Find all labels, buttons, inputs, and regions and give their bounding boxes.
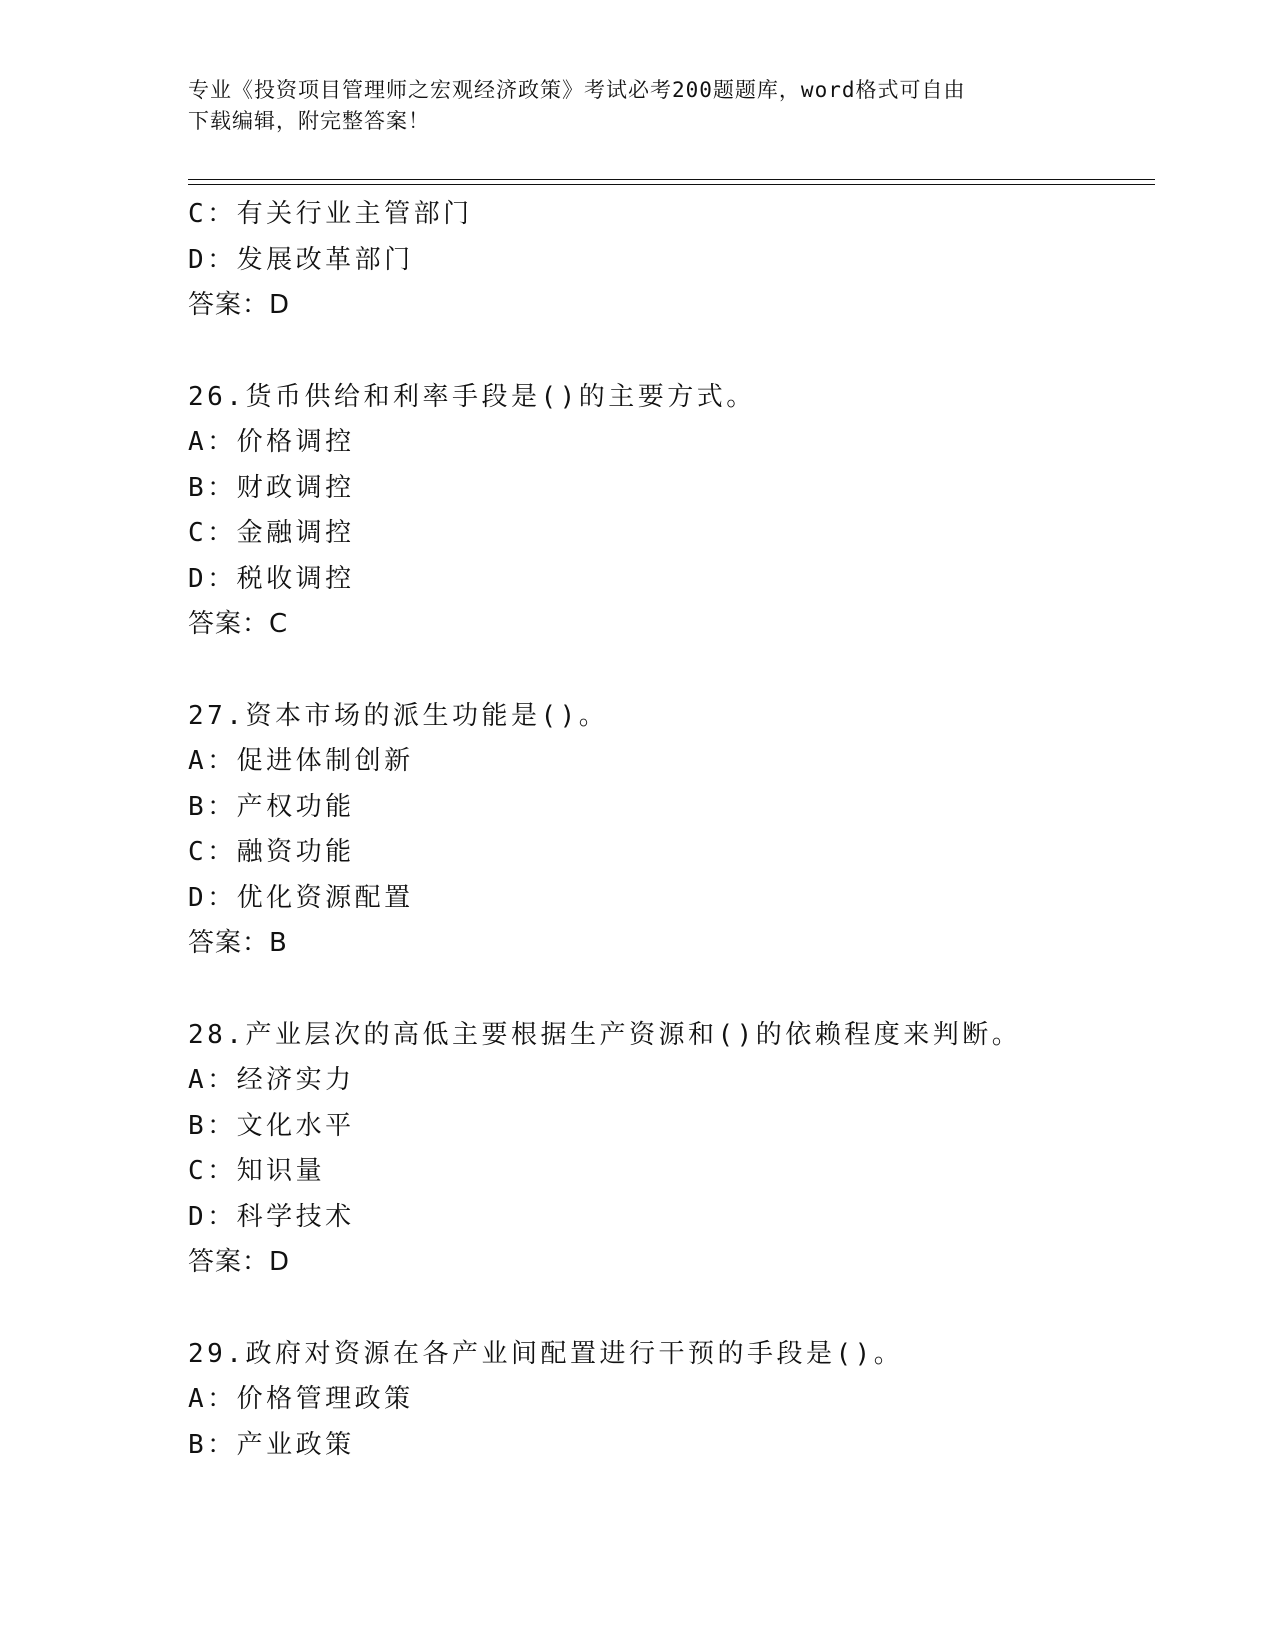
option-a: A：经济实力 [188, 1065, 355, 1095]
question-content [188, 192, 1188, 1468]
option-d: D：科学技术 [188, 1201, 355, 1232]
option-d: D：发展改革部门 [188, 244, 414, 275]
question-stem: 28.产业层次的高低主要根据生产资源和()的依赖程度来判断。 [188, 1019, 1022, 1050]
option-c: C：知识量 [188, 1156, 326, 1186]
option-b: B：产业政策 [188, 1429, 355, 1460]
spacer [188, 648, 1188, 694]
answer-line: 答案：C [188, 609, 289, 639]
option-a: A：促进体制创新 [188, 746, 414, 776]
option-b: B：产权功能 [188, 791, 355, 822]
answer-line: 答案：B [188, 928, 288, 958]
header-divider-bottom [188, 184, 1155, 185]
option-a: A：价格管理政策 [188, 1384, 414, 1414]
answer-line: 答案：D [188, 1247, 291, 1277]
option-d: D：税收调控 [188, 563, 355, 594]
option-b: B：文化水平 [188, 1110, 355, 1141]
option-c: C：有关行业主管部门 [188, 199, 473, 229]
option-a: A：价格调控 [188, 427, 355, 457]
question-stem: 26.货币供给和利率手段是()的主要方式。 [188, 381, 756, 412]
option-c: C：金融调控 [188, 518, 355, 548]
header-divider-top [188, 179, 1155, 180]
spacer [188, 329, 1188, 375]
document-header [188, 75, 1088, 137]
question-stem: 27.资本市场的派生功能是()。 [188, 700, 609, 731]
answer-line: 答案：D [188, 290, 291, 320]
option-b: B：财政调控 [188, 472, 355, 503]
spacer [188, 967, 1188, 1013]
spacer [188, 1286, 1188, 1332]
question-stem: 29.政府对资源在各产业间配置进行干预的手段是()。 [188, 1338, 904, 1369]
header-line-1: 专业《投资项目管理师之宏观经济政策》考试必考200题题库，word格式可自由 [188, 78, 966, 102]
option-d: D：优化资源配置 [188, 882, 414, 913]
header-line-2: 下载编辑，附完整答案！ [188, 109, 430, 133]
option-c: C：融资功能 [188, 837, 355, 867]
